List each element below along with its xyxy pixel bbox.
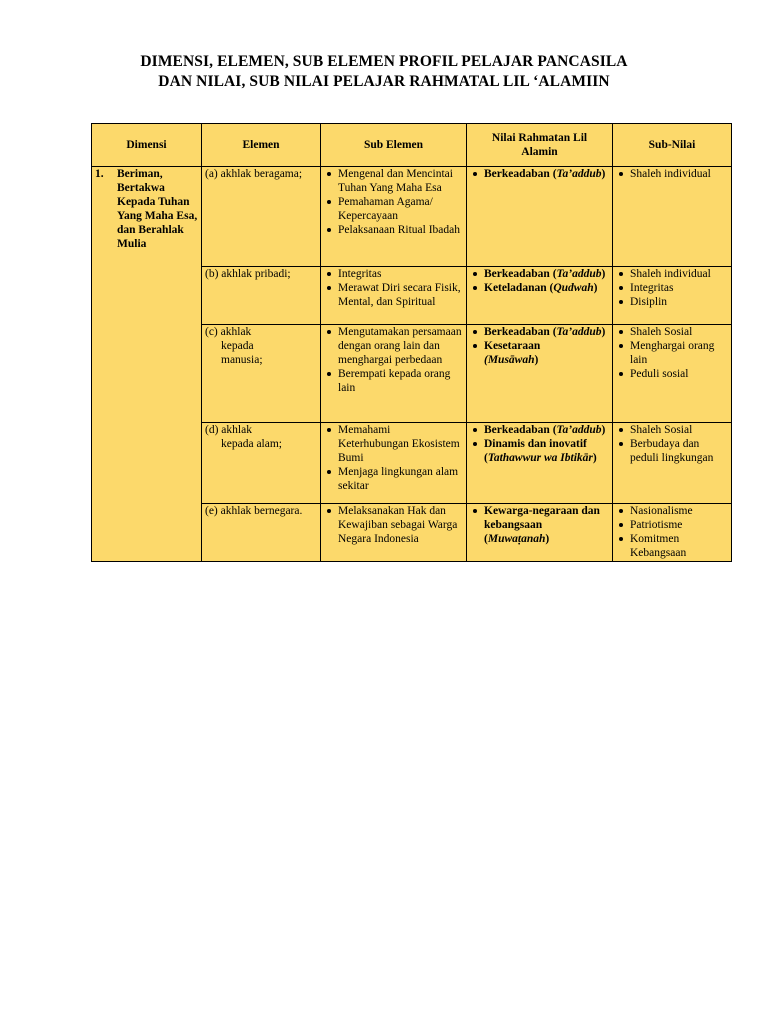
list-item: Menghargai orang lain (616, 339, 728, 367)
title-line-2: DAN NILAI, SUB NILAI PELAJAR RAHMATAL LIL ‘ALAMIIN (158, 73, 610, 90)
elemen-text-line-1: akhlak (221, 424, 252, 436)
nilai-term: Ta’addub (556, 268, 602, 280)
paren-close: ) (601, 326, 606, 338)
nilai-main: Berkeadaban (484, 268, 550, 280)
elemen-cell (202, 267, 321, 325)
profile-table (91, 123, 732, 562)
list-item (470, 281, 609, 295)
header-row (92, 124, 732, 167)
nilai-main: Kewarga-negaraan dan kebangsaan (484, 505, 600, 531)
elemen-text-line-2: kepada alam; (221, 438, 282, 450)
list-item: Disiplin (616, 295, 728, 309)
header-sub-nilai: Sub-Nilai (613, 124, 732, 167)
nilai-main: Kesetaraan (484, 340, 541, 352)
nilai-term: Qudwah (553, 282, 594, 294)
sub-nilai-cell (613, 325, 732, 423)
list-item: Nasionalisme (616, 504, 728, 518)
document-title (0, 52, 768, 92)
list-item: Berempati kepada orang lain (324, 367, 463, 395)
list-item: Pemahaman Agama/ Kepercayaan (324, 195, 463, 223)
sub-nilai-cell (613, 167, 732, 267)
nilai-term: Ta’addub (556, 326, 602, 338)
dimension-number: 1. (95, 168, 104, 180)
nilai-main: Keteladanan (484, 282, 547, 294)
elemen-text-line-1: akhlak (220, 326, 252, 338)
list-item: Komitmen Kebangsaan (616, 532, 728, 560)
nilai-main: Dinamis dan inovatif (484, 438, 587, 450)
sub-nilai-cell (613, 423, 732, 504)
nilai-cell (467, 267, 613, 325)
elemen-text: akhlak pribadi; (221, 268, 291, 280)
elemen-text: akhlak beragama; (220, 168, 303, 180)
elemen-text-line-3: manusia; (221, 354, 263, 366)
header-sub-elemen: Sub Elemen (321, 124, 467, 167)
nilai-cell (467, 423, 613, 504)
elemen-letter: (d) (205, 424, 219, 436)
paren-open: ( (549, 282, 554, 294)
header-nilai: Nilai Rahmatan Lil Alamin (467, 124, 613, 167)
nilai-main: Berkeadaban (484, 326, 550, 338)
nilai-term: Ta’addub (556, 424, 602, 436)
list-item: Mengenal dan Mencintai Tuhan Yang Maha Esa (324, 167, 463, 195)
paren-close: ) (601, 268, 606, 280)
sub-nilai-cell (613, 504, 732, 562)
list-item: Mengutamakan persamaan dengan orang lain dan menghargai perbedaan (324, 325, 463, 367)
header-elemen: Elemen (202, 124, 321, 167)
list-item (470, 504, 609, 546)
list-item: Berbudaya dan peduli lingkungan (616, 437, 728, 465)
title-line-1: DIMENSI, ELEMEN, SUB ELEMEN PROFIL PELAJAR PANCASILA (140, 53, 628, 70)
nilai-term: Tathawwur wa Ibtikār (487, 452, 593, 464)
header-dimensi: Dimensi (92, 124, 202, 167)
list-item: Merawat Diri secara Fisik, Mental, dan Spiritual (324, 281, 463, 309)
sub-elemen-cell (321, 325, 467, 423)
nilai-cell (467, 167, 613, 267)
list-item: Melaksanakan Hak dan Kewajiban sebagai Warga Negara Indonesia (324, 504, 463, 546)
table-row (92, 167, 732, 267)
list-item (470, 339, 609, 367)
list-item (470, 267, 609, 281)
nilai-term: Ta’addub (556, 168, 602, 180)
sub-elemen-cell (321, 423, 467, 504)
list-item: Shaleh individual (616, 267, 728, 281)
list-item (470, 325, 609, 339)
paren-open: ( (552, 268, 557, 280)
paren-open: ( (484, 452, 488, 464)
elemen-letter: (e) (205, 505, 218, 517)
dimension-cell (92, 167, 202, 562)
paren-open: ( (552, 326, 557, 338)
list-item: Shaleh Sosial (616, 325, 728, 339)
elemen-cell (202, 504, 321, 562)
paren-open: ( (552, 424, 557, 436)
list-item (470, 167, 609, 181)
list-item: Menjaga lingkungan alam sekitar (324, 465, 463, 493)
list-item (470, 423, 609, 437)
sub-elemen-cell (321, 504, 467, 562)
list-item: Peduli sosial (616, 367, 728, 381)
dimension-text: Beriman, Bertakwa Kepada Tuhan Yang Maha Esa, dan Berahlak Mulia (117, 168, 198, 250)
paren-close: ) (592, 452, 597, 464)
list-item: Integritas (616, 281, 728, 295)
list-item: Shaleh Sosial (616, 423, 728, 437)
nilai-cell (467, 325, 613, 423)
paren-close: ) (593, 282, 598, 294)
nilai-term: Muwaṭanah (487, 533, 546, 545)
sub-elemen-cell (321, 167, 467, 267)
list-item: Memahami Keterhubungan Ekosistem Bumi (324, 423, 463, 465)
paren-close: ) (545, 533, 550, 545)
list-item: Integritas (324, 267, 463, 281)
elemen-letter: (c) (205, 326, 218, 338)
nilai-cell (467, 504, 613, 562)
nilai-main: Berkeadaban (484, 424, 550, 436)
list-item: Patriotisme (616, 518, 728, 532)
elemen-cell (202, 423, 321, 504)
paren-open: ( (484, 533, 488, 545)
list-item: Shaleh individual (616, 167, 728, 181)
elemen-letter: (a) (205, 168, 218, 180)
elemen-text-line-2: kepada (221, 340, 254, 352)
elemen-cell (202, 325, 321, 423)
nilai-term: (Musāwah (484, 354, 535, 366)
paren-close: ) (601, 168, 606, 180)
list-item (470, 437, 609, 465)
paren-close: ) (534, 354, 539, 366)
elemen-letter: (b) (205, 268, 219, 280)
sub-elemen-cell (321, 267, 467, 325)
paren-open: ( (552, 168, 557, 180)
elemen-text: akhlak bernegara. (220, 505, 303, 517)
nilai-main: Berkeadaban (484, 168, 550, 180)
paren-close: ) (601, 424, 606, 436)
sub-nilai-cell (613, 267, 732, 325)
elemen-cell (202, 167, 321, 267)
list-item: Pelaksanaan Ritual Ibadah (324, 223, 463, 237)
